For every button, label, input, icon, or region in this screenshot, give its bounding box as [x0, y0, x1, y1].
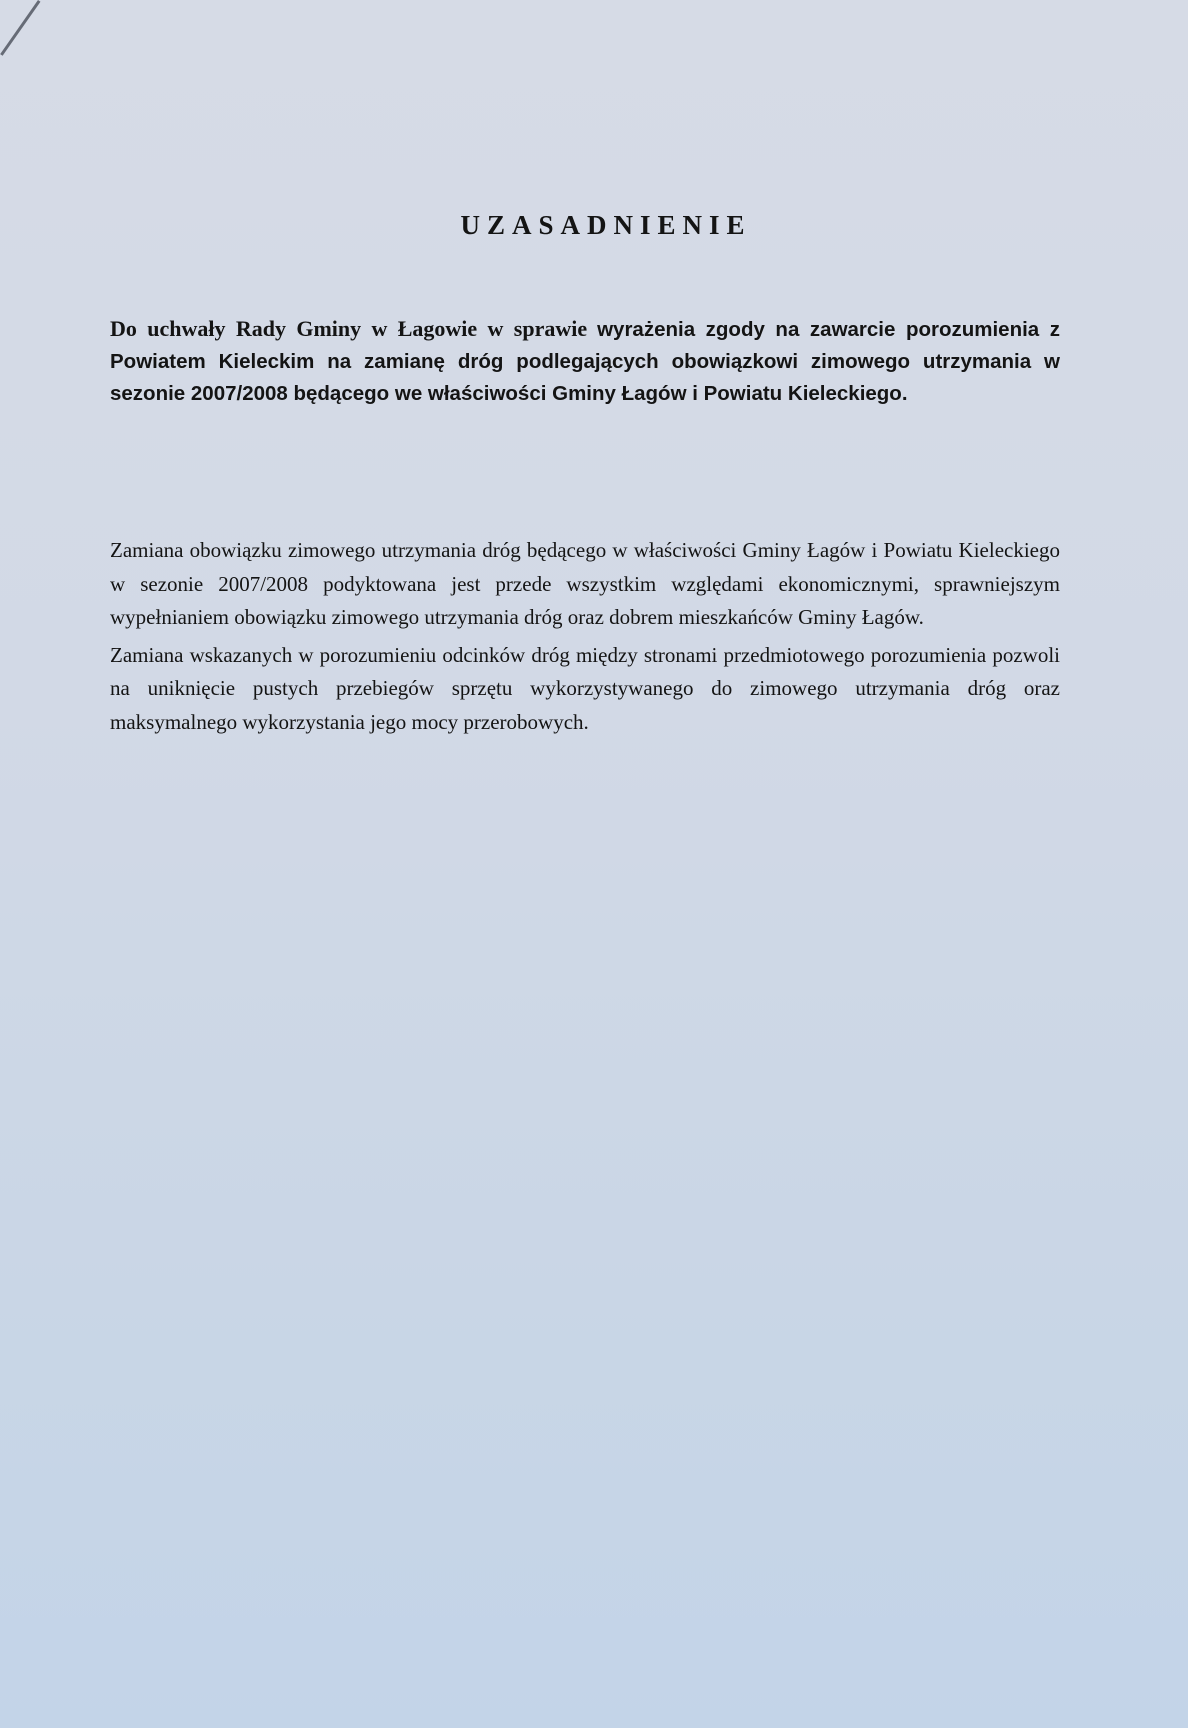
document-title: UZASADNIENIE: [460, 210, 752, 240]
heading-serif-part: Do uchwały Rady Gminy w Łagowie w sprawie: [110, 316, 588, 341]
heading-sans-part: wyrażenia zgody na zawarcie porozumienia z Powiatem Kieleckim na zamianę dróg podlegających obowiązkowi zimowego utrzymania w sezonie 2007/2008 będącego we właściwości Gminy Łagów i Powiatu Kieleckiego.: [110, 318, 1061, 405]
body-paragraph: Zamiana wskazanych w porozumieniu odcinków dróg między stronami przedmiotowego porozumienia pozwoli na uniknięcie pustych przebiegów sprzętu wykorzystywanego do zimowego utrzymania dróg oraz maksymalnego wykorzystania jego mocy przerobowych.: [110, 642, 1060, 734]
justification-body: [110, 534, 1060, 743]
resolution-heading: [110, 313, 1060, 410]
scan-edge-mark: [0, 0, 40, 56]
body-paragraph: Zamiana obowiązku zimowego utrzymania dróg będącego w właściwości Gminy Łagów i Powiatu Kieleckiego w sezonie 2007/2008 podyktowana jest przede wszystkim względami ekonomicznymi, sprawniejszym wypełnianiem obowiązku zimowego utrzymania dróg oraz dobrem mieszkańców Gminy Łagów.: [110, 538, 1060, 629]
